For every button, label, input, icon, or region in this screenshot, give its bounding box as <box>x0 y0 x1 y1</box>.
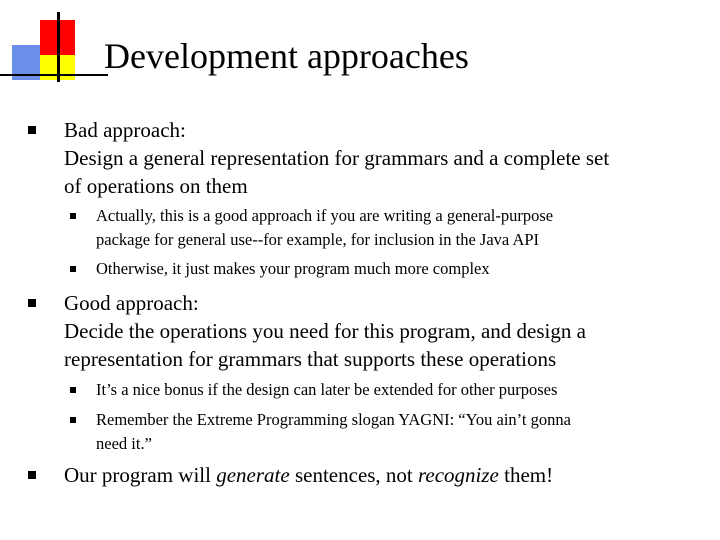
slide-title: Development approaches <box>104 36 469 76</box>
bullet-text <box>64 116 684 200</box>
bullet-line: Decide the operations you need for this program, and design a <box>64 319 586 343</box>
sub-bullet-line: Remember the Extreme Programming slogan YAGNI: “You ain’t gonna <box>96 410 571 429</box>
bullet-text <box>64 289 684 373</box>
bullet-line <box>64 461 684 489</box>
square-bullet-icon <box>70 266 76 272</box>
square-bullet-icon <box>28 299 36 307</box>
bullet-text <box>64 461 684 489</box>
sub-bullet-text <box>96 257 676 281</box>
square-bullet-icon <box>28 471 36 479</box>
square-bullet-icon <box>70 417 76 423</box>
square-bullet-icon <box>70 387 76 393</box>
text-run: them! <box>498 463 554 487</box>
decorative-logo-icon <box>0 0 110 90</box>
square-bullet-icon <box>70 213 76 219</box>
sub-bullet-line: It’s a nice bonus if the design can later be extended for other purposes <box>96 380 558 399</box>
bullet-line: Design a general representation for grammars and a complete set <box>64 146 610 170</box>
emphasis-recognize: recognize <box>418 463 499 487</box>
bullet-line: of operations on them <box>64 174 248 198</box>
sub-bullet-line: Otherwise, it just makes your program much more complex <box>96 259 490 278</box>
bullet-line: Bad approach: <box>64 118 186 142</box>
sub-bullet-line: need it.” <box>96 434 152 453</box>
sub-bullet-text <box>96 408 676 456</box>
sub-bullet-text <box>96 204 676 252</box>
square-bullet-icon <box>28 126 36 134</box>
bullet-line: representation for grammars that supports these operations <box>64 347 557 371</box>
logo-horizontal-line <box>0 74 108 76</box>
text-run: Our program will <box>64 463 217 487</box>
sub-bullet-line: package for general use--for example, for inclusion in the Java API <box>96 230 540 249</box>
sub-bullet-text <box>96 378 676 402</box>
text-run: sentences, not <box>289 463 419 487</box>
logo-vertical-line <box>57 12 60 82</box>
emphasis-generate: generate <box>216 463 290 487</box>
sub-bullet-line: Actually, this is a good approach if you are writing a general-purpose <box>96 206 554 225</box>
bullet-line: Good approach: <box>64 291 199 315</box>
